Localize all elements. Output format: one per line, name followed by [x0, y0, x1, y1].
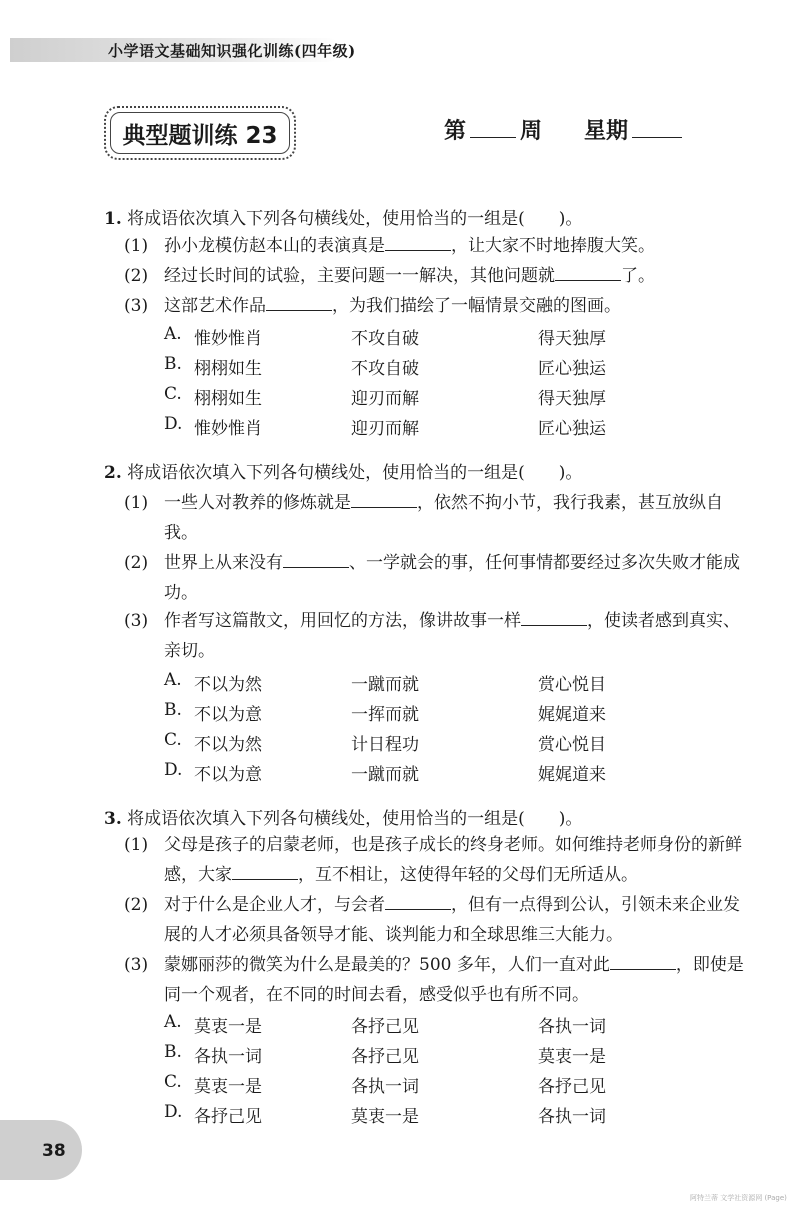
section-badge — [104, 106, 296, 160]
q3-sentence-2: (2) 对于什么是企业人才，与会者 ，但有一点得到公认，引领未来企业发展的人才必须具备领导才能、谈判能力和全球思维三大能力。 — [124, 895, 740, 945]
answer-blank[interactable] — [385, 234, 451, 251]
weekday-blank[interactable] — [632, 117, 682, 138]
answer-blank[interactable] — [266, 294, 332, 311]
week-xingqi: 星期 — [584, 118, 629, 144]
page-number-tab — [0, 1120, 82, 1180]
section-badge-label: 典型题训练 23 — [122, 122, 278, 149]
week-number-blank[interactable] — [470, 117, 516, 138]
answer-blank[interactable] — [521, 609, 587, 626]
watermark-text: 阿特兰蒂 文学社资源网 (Page) — [690, 1194, 787, 1202]
page-number: 38 — [42, 1141, 66, 1161]
question-2-stem: 将成语依次填入下列各句横线处，使用恰当的一组是( )。 — [127, 463, 583, 483]
answer-blank[interactable] — [351, 491, 417, 508]
answer-blank[interactable] — [555, 264, 621, 281]
question-3-stem: 将成语依次填入下列各句横线处，使用恰当的一组是( )。 — [127, 809, 583, 829]
q2-sentence-1: (1) 一些人对教养的修炼就是 ，依然不拘小节，我行我素，甚互放纵自我。 — [124, 493, 723, 543]
question-2-title: 2. 将成语依次填入下列各句横线处，使用恰当的一组是( )。 — [104, 463, 583, 483]
q3-sentence-3: (3) 蒙娜丽莎的微笑为什么是最美的？500 多年，人们一直对此 ，即使是同一个观者，在不同的时间去看，感受似乎也有所不同。 — [124, 955, 744, 1005]
question-1-title: 1. 将成语依次填入下列各句横线处，使用恰当的一组是( )。 — [104, 209, 583, 229]
q3-sentence-1: (1) 父母是孩子的启蒙老师，也是孩子成长的终身老师。如何维持老师身份的新鲜感，大家 ，互不相让，这使得年轻的父母们无所适从。 — [124, 835, 742, 885]
q2-sentence-3: (3) 作者写这篇散文，用回忆的方法，像讲故事一样 ，使读者感到真实、亲切。 — [124, 611, 740, 661]
answer-blank[interactable] — [610, 953, 676, 970]
week-zhou: 周 — [520, 118, 543, 144]
book-title: 小学语文基础知识强化训练(四年级) — [108, 42, 356, 60]
q1-sentence-1: (1) 孙小龙模仿赵本山的表演真是 ，让大家不时地捧腹大笑。 — [124, 236, 655, 256]
question-3-title: 3. 将成语依次填入下列各句横线处，使用恰当的一组是( )。 — [104, 809, 583, 829]
week-line — [444, 114, 682, 145]
answer-blank[interactable] — [385, 893, 451, 910]
q1-sentence-2: (2) 经过长时间的试验，主要问题一一解决，其他问题就 了。 — [124, 266, 655, 286]
q2-sentence-2: (2) 世界上从来没有 、一学就会的事，任何事情都要经过多次失败才能成功。 — [124, 553, 740, 603]
q1-sentence-3: (3) 这部艺术作品 ，为我们描绘了一幅情景交融的图画。 — [124, 296, 621, 316]
answer-blank[interactable] — [232, 863, 298, 880]
question-1-stem: 将成语依次填入下列各句横线处，使用恰当的一组是( )。 — [127, 209, 583, 229]
answer-blank[interactable] — [283, 551, 349, 568]
week-di: 第 — [444, 118, 467, 144]
